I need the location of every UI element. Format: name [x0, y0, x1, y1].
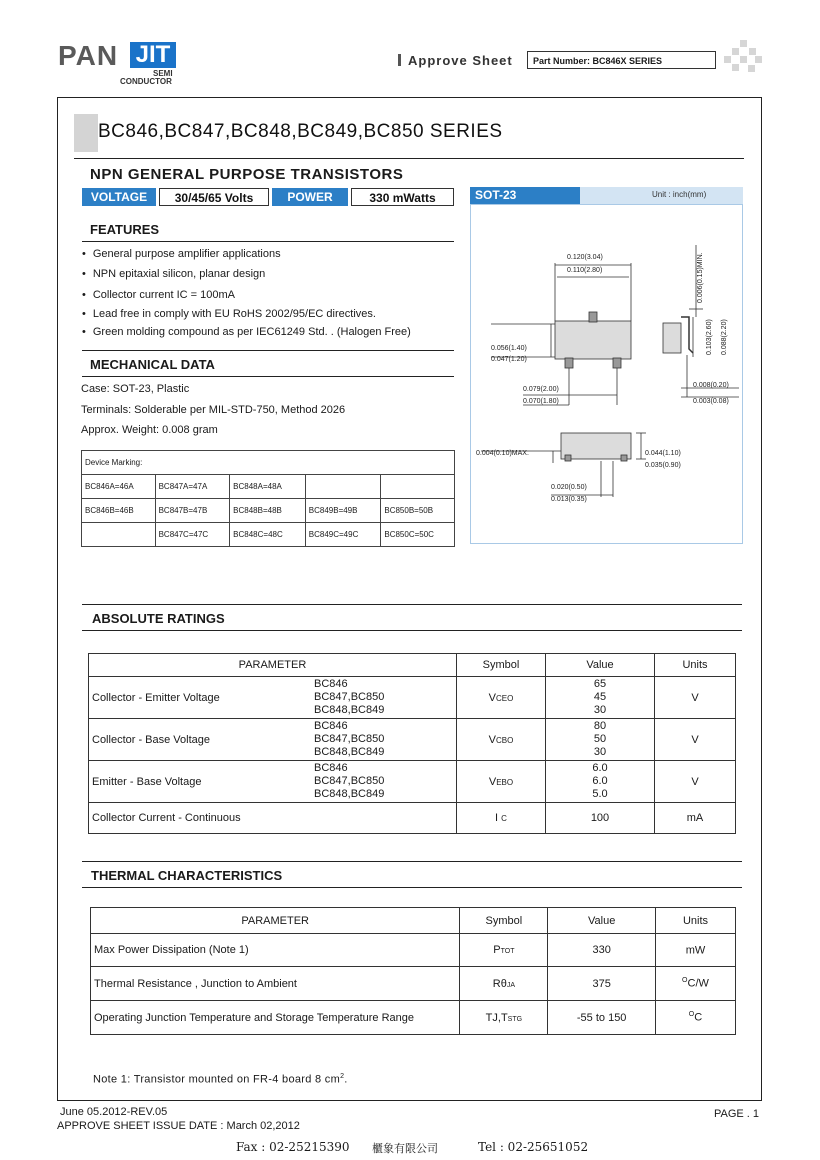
- mechanical-terminals: Terminals: Solderable per MIL-STD-750, Method 2026: [81, 404, 346, 416]
- dim-height-min: 0.047(1.20): [491, 356, 527, 363]
- logo-pan-text: PAN: [58, 40, 119, 71]
- mechanical-heading: MECHANICAL DATA: [90, 357, 215, 372]
- device-name: BC846: [314, 720, 348, 732]
- header-value: Value: [546, 654, 655, 677]
- unit-cell: [655, 934, 735, 967]
- title-divider: [74, 158, 744, 159]
- absolute-heading: ABSOLUTE RATINGS: [92, 611, 225, 626]
- symbol: Rθ: [492, 977, 507, 990]
- symbol-cell: [457, 677, 546, 719]
- device-name: BC847,BC850: [314, 733, 385, 745]
- footnote-end: .: [344, 1073, 348, 1086]
- dim-side-min: 0.088(2.20): [721, 319, 728, 355]
- value-cell: [546, 761, 655, 803]
- unit-cell: V: [655, 761, 736, 803]
- device-cell: [313, 761, 457, 803]
- footnote: [93, 1073, 348, 1086]
- panjit-logo: [58, 40, 178, 90]
- sot23-outline-drawing: [471, 205, 742, 543]
- marking-cell: BC847B=47B: [155, 499, 230, 523]
- page-title: BC846,BC847,BC848,BC849,BC850 SERIES: [98, 121, 503, 142]
- revision-date: June 05.2012-REV.05: [60, 1106, 168, 1118]
- marking-cell: [82, 523, 156, 547]
- device-name: BC847,BC850: [314, 775, 385, 787]
- unit-cell: V: [655, 719, 736, 761]
- dim-lead-width-max: 0.020(0.50): [551, 484, 587, 491]
- unit-cell: V: [655, 677, 736, 719]
- device-cell: [313, 719, 457, 761]
- symbol-sub: TOT: [500, 948, 515, 955]
- device-name: BC848,BC849: [314, 746, 385, 758]
- dim-lead-thickness-min: 0.003(0.08): [693, 398, 729, 405]
- value-cell: -55 to 150: [548, 1001, 656, 1035]
- value: 30: [593, 746, 607, 758]
- symbol-cell: [457, 803, 546, 834]
- marking-cell: [305, 475, 381, 499]
- footnote-sup: 2: [340, 1073, 345, 1080]
- unit: C: [694, 1011, 703, 1024]
- dim-top-width-max: 0.120(3.04): [567, 254, 603, 261]
- param-cell: Collector Current - Continuous: [89, 803, 457, 834]
- value: 65: [593, 678, 607, 690]
- symbol-cell: [460, 967, 548, 1001]
- table-row: [89, 677, 736, 719]
- table-row: [89, 761, 736, 803]
- marking-cell: [381, 475, 455, 499]
- unit-cell: mA: [655, 803, 736, 834]
- voltage-label: VOLTAGE: [82, 188, 156, 206]
- package-unit: Unit : inch(mm): [652, 190, 707, 199]
- symbol: TJ,T: [485, 1011, 508, 1024]
- dim-lead-width-min: 0.013(0.35): [551, 496, 587, 503]
- symbol-cell: [460, 1001, 548, 1035]
- table-header-row: [89, 654, 736, 677]
- device-name: BC846: [314, 762, 348, 774]
- header-parameter: PARAMETER: [91, 908, 460, 934]
- unit-cell: [655, 967, 735, 1001]
- symbol-sub: C: [501, 814, 507, 823]
- features-divider: [82, 241, 454, 242]
- table-row: [91, 934, 736, 967]
- mechanical-divider: [82, 376, 454, 377]
- value: 6.0: [592, 775, 608, 787]
- marking-cell: BC849C=49C: [305, 523, 381, 547]
- value: 6.0: [592, 762, 608, 774]
- table-row: [89, 803, 736, 834]
- feature-item: • NPN epitaxial silicon, planar design: [82, 268, 265, 280]
- mechanical-weight: Approx. Weight: 0.008 gram: [81, 424, 218, 436]
- param-cell: Operating Junction Temperature and Storage Temperature Range: [91, 1001, 460, 1035]
- table-row: [89, 719, 736, 761]
- value-cell: 330: [548, 934, 656, 967]
- symbol-sub: CBO: [496, 735, 514, 745]
- dim-side-max: 0.103(2.60): [706, 319, 713, 355]
- table-row: [91, 967, 736, 1001]
- header-symbol: Symbol: [457, 654, 546, 677]
- value-cell: 375: [548, 967, 656, 1001]
- part-number-box: Part Number: BC846X SERIES: [527, 51, 716, 69]
- symbol: V: [488, 775, 497, 788]
- marking-cell: BC850C=50C: [381, 523, 455, 547]
- package-drawing-frame: [470, 204, 743, 544]
- dim-lead-min: 0.006(0.15)MIN.: [697, 252, 704, 303]
- param-cell: Collector - Emitter Voltage: [89, 677, 314, 719]
- tel-number: Tel : 02-25651052: [478, 1140, 589, 1154]
- footnote-text: Note 1: Transistor mounted on FR-4 board 8 cm: [93, 1073, 341, 1086]
- decorative-squares: [724, 40, 764, 80]
- header-units: Units: [655, 654, 736, 677]
- value: 80: [593, 720, 607, 732]
- marking-label: Device Marking:: [82, 451, 455, 475]
- dim-standoff: 0.004(0.10)MAX.: [476, 450, 529, 457]
- dim-body-height-min: 0.035(0.90): [645, 462, 681, 469]
- header-value: Value: [548, 908, 656, 934]
- param-cell: Emitter - Base Voltage: [89, 761, 314, 803]
- unit-cell: [655, 1001, 735, 1035]
- feature-item: • Lead free in comply with EU RoHS 2002/95/EC directives.: [82, 308, 376, 320]
- page-subtitle: NPN GENERAL PURPOSE TRANSISTORS: [90, 166, 404, 183]
- thermal-divider: [82, 887, 742, 888]
- marking-cell: BC848C=48C: [230, 523, 306, 547]
- marking-cell: BC848B=48B: [230, 499, 306, 523]
- symbol-sub: CEO: [496, 693, 514, 703]
- device-name: BC848,BC849: [314, 788, 385, 800]
- value-cell: [546, 677, 655, 719]
- header-symbol: Symbol: [460, 908, 548, 934]
- absolute-divider: [82, 630, 742, 631]
- dim-pitch-max: 0.079(2.00): [523, 386, 559, 393]
- feature-item: • Green molding compound as per IEC61249 Std. . (Halogen Free): [82, 326, 411, 338]
- symbol: V: [488, 691, 496, 704]
- param-cell: Max Power Dissipation (Note 1): [91, 934, 460, 967]
- device-name: BC847,BC850: [314, 691, 385, 703]
- power-value: 330 mWatts: [351, 188, 454, 206]
- symbol-sub: EBO: [496, 777, 514, 787]
- value: 45: [593, 691, 607, 703]
- logo-semi-text: SEMI: [153, 69, 173, 78]
- param-cell: Collector - Base Voltage: [89, 719, 314, 761]
- symbol-cell: [457, 761, 546, 803]
- symbol: P: [493, 944, 501, 956]
- feature-item: • General purpose amplifier applications: [82, 248, 281, 260]
- power-label: POWER: [272, 188, 348, 206]
- symbol-cell: [460, 934, 548, 967]
- dim-lead-thickness-max: 0.008(0.20): [693, 382, 729, 389]
- unit: C/W: [687, 977, 709, 990]
- approve-sheet-label: Approve Sheet: [398, 53, 513, 68]
- logo-conductor-text: CONDUCTOR: [120, 77, 172, 86]
- symbol: V: [488, 733, 496, 746]
- value: 5.0: [592, 788, 608, 800]
- marking-row: [82, 475, 455, 499]
- header-parameter: PARAMETER: [89, 654, 457, 677]
- absolute-top-divider: [82, 604, 742, 605]
- package-name: SOT-23: [470, 187, 580, 204]
- thermal-top-divider: [82, 861, 742, 862]
- marking-label-row: [82, 451, 455, 475]
- value-cell: [546, 719, 655, 761]
- voltage-value: 30/45/65 Volts: [159, 188, 269, 206]
- symbol-sub: STG: [507, 1015, 523, 1023]
- value: 30: [593, 704, 607, 716]
- device-marking-table: [81, 450, 455, 547]
- marking-cell: BC847C=47C: [155, 523, 230, 547]
- value: 50: [593, 733, 607, 745]
- company-name: 櫃象有限公司: [372, 1142, 438, 1155]
- table-row: [91, 1001, 736, 1035]
- param-cell: Thermal Resistance , Junction to Ambient: [91, 967, 460, 1001]
- logo-jit-text: JIT: [130, 42, 176, 68]
- marking-cell: BC846B=46B: [82, 499, 156, 523]
- marking-row: [82, 523, 455, 547]
- feature-item: • Collector current IC = 100mA: [82, 289, 235, 301]
- mechanical-top-divider: [82, 350, 454, 351]
- thermal-table: [90, 907, 736, 1035]
- marking-cell: BC849B=49B: [305, 499, 381, 523]
- marking-row: [82, 499, 455, 523]
- title-accent-block: [74, 114, 98, 152]
- dim-height-max: 0.056(1.40): [491, 345, 527, 352]
- unit: mW: [685, 944, 706, 957]
- page-number: PAGE . 1: [714, 1108, 760, 1120]
- header-units: Units: [655, 908, 735, 934]
- device-name: BC846: [314, 678, 348, 690]
- dim-body-height-max: 0.044(1.10): [645, 450, 681, 457]
- dim-top-width-min: 0.110(2.80): [567, 267, 603, 274]
- symbol-sub: JA: [506, 981, 515, 989]
- unit-sup: O: [688, 1011, 695, 1019]
- value-cell: 100: [546, 803, 655, 834]
- marking-cell: BC847A=47A: [155, 475, 230, 499]
- symbol: I: [495, 812, 499, 824]
- device-cell: [313, 677, 457, 719]
- fax-number: Fax : 02-25215390: [236, 1140, 350, 1154]
- issue-date: APPROVE SHEET ISSUE DATE : March 02,2012: [57, 1120, 300, 1132]
- symbol-cell: [457, 719, 546, 761]
- mechanical-case: Case: SOT-23, Plastic: [81, 383, 190, 395]
- marking-cell: BC850B=50B: [381, 499, 455, 523]
- table-header-row: [91, 908, 736, 934]
- unit-sup: O: [682, 977, 688, 985]
- features-heading: FEATURES: [90, 222, 160, 237]
- thermal-heading: THERMAL CHARACTERISTICS: [91, 868, 283, 883]
- marking-cell: BC848A=48A: [230, 475, 306, 499]
- marking-cell: BC846A=46A: [82, 475, 156, 499]
- device-name: BC848,BC849: [314, 704, 385, 716]
- absolute-ratings-table: [88, 653, 736, 834]
- dim-pitch-min: 0.070(1.80): [523, 398, 559, 405]
